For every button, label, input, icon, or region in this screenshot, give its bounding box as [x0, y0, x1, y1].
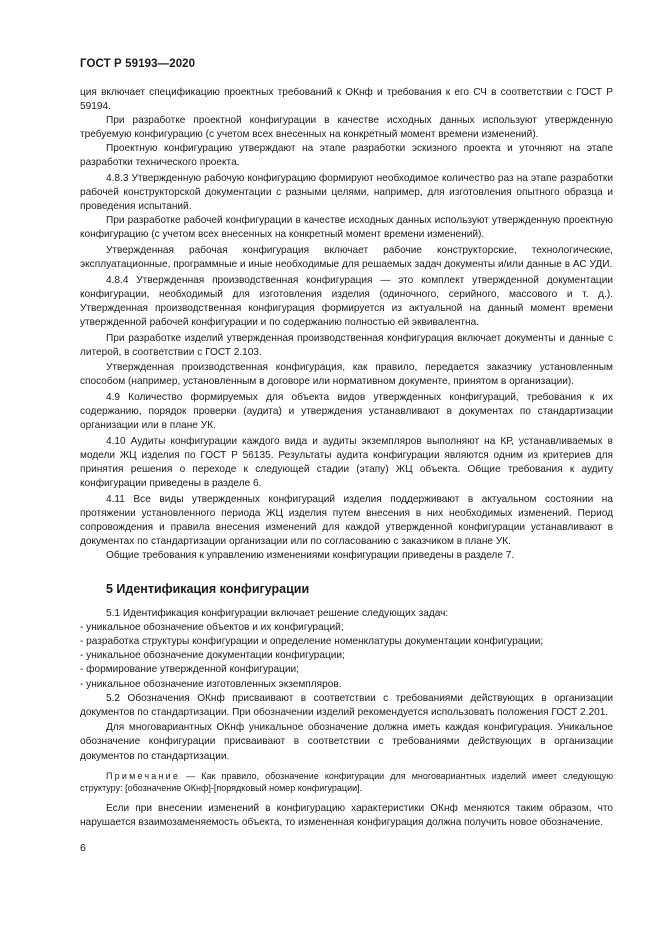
paragraph-4-9: 4.9 Количество формируемых для объекта видов утвержденных конфигураций, требования к их содержанию, порядок проверки (аудита) и утверждения устанавливают в документах по стандартизации организации или в плане УК. [80, 391, 613, 432]
section-5-title: 5 Идентификация конфигурации [106, 582, 310, 597]
paragraph: Проектную конфигурацию утверждают на этапе разработки эскизного проекта и уточняют на этапе разработки технического проекта. [80, 143, 613, 169]
list-item: - уникальное обозначение изготовленных экземпляров. [80, 678, 342, 690]
paragraph: Общие требования к управлению изменениями конфигурации приведены в разделе 7. [106, 550, 515, 561]
paragraph: Для многовариантных ОКнф уникальное обозначение должна иметь каждая конфигурация. Уникальное обозначение конфигурации присваивают в соответствии с требованиями действующих в организации документов по стандартизации. [80, 722, 613, 762]
paragraph: Если при внесении изменений в конфигурацию характеристики ОКнф меняются таким образом, что нарушается взаимозаменяемость объекта, то измененная конфигурация должна получить новое обозначение. [80, 802, 613, 828]
paragraph-5-1: 5.1 Идентификация конфигурации включает решение следующих задач: [106, 608, 449, 620]
list-item: - уникальное обозначение документации конфигурации; [80, 650, 345, 662]
list-item: - уникальное обозначение объектов и их конфигураций; [80, 622, 344, 634]
note-label: Примечание [106, 770, 181, 781]
paragraph-4-11: 4.11 Все виды утвержденных конфигураций изделия поддерживают в актуальном состоянии на протяжении установленного периода ЖЦ изделия путем внесения в них необходимых изменений. Период сопровождения и правила внесения изменений для каждой утвержденной конфигурации устанавливают в документах по стандартизации организации или по согласованию с заказчиком в плане УК. [80, 493, 613, 547]
paragraph: При разработке рабочей конфигурации в качестве исходных данных используют утвержденную проектную конфигурацию (с учетом всех внесенных на конкретный момент времени изменений). [80, 215, 613, 241]
paragraph: Утвержденная рабочая конфигурация включает рабочие конструкторские, технологические, эксплуатационные, программные и иные необходимые для решаемых задач документы и/или данные в АС УДИ. [80, 245, 613, 271]
paragraph-4-8-3: 4.8.3 Утвержденную рабочую конфигурацию формируют необходимое количество раз на этапе разработки рабочей конструкторской документации с разными целями, например, для изготовления опытного образца и проведения испытаний. [80, 173, 613, 213]
paragraph: ция включает спецификацию проектных требований к ОКнф и требования к его СЧ в соответствии с ГОСТ Р 59194. [80, 87, 613, 113]
standard-code-header: ГОСТ Р 59193—2020 [80, 58, 196, 70]
paragraph: Утвержденная производственная конфигурация, как правило, передается заказчику установленным способом (например, установленным в договоре или нормативном документе, принятом в организации). [80, 362, 613, 388]
paragraph-4-8-4: 4.8.4 Утвержденная производственная конфигурация — это комплект утвержденной документации конфигурации, необходимый для изготовления изделия (одиночного, серийного, массового и т. д.). Утвержденная производственная конфигурация формируется из актуальной на данный момент времени утвержденной рабочей конфигурации и по содержанию полностью ей эквивалентна. [80, 274, 613, 328]
page-number: 6 [80, 842, 86, 854]
paragraph-4-10: 4.10 Аудиты конфигурации каждого вида и аудиты экземпляров выполняют на КР, устанавливаемых в модели ЖЦ изделия по ГОСТ Р 56135. Результаты аудита конфигурации являются одним из критериев для принятия решения о переходе к следующей стадии (этапу) ЖЦ объекта. Общие требования к аудиту конфигурации приведены в разделе 6. [80, 435, 613, 490]
list-item: - разработка структуры конфигурации и определение номенклатуры документации конфигурации; [80, 636, 544, 648]
note-text: — Как правило, обозначение конфигурации для многовариантных изделий имеет следующую структуру: [обозначение ОКнф]-[порядковый номер конфигурации]. [80, 770, 613, 794]
paragraph-5-2: 5.2 Обозначения ОКнф присваивают в соответствии с требованиями действующих в организации документов по стандартизации. При обозначении изделий рекомендуется использовать положения ГОСТ 2.201. [80, 692, 613, 718]
paragraph: При разработке изделий утвержденная производственная конфигурация включает документы и данные с литерой, в соответствии с ГОСТ 2.103. [80, 332, 613, 358]
note [80, 770, 613, 795]
paragraph: При разработке проектной конфигурации в качестве исходных данных используют утвержденную требуемую конфигурацию (с учетом всех внесенных на конкретный момент времени изменений). [80, 115, 613, 141]
list-item: - формирование утвержденной конфигурации; [80, 664, 299, 676]
document-body [80, 86, 613, 830]
